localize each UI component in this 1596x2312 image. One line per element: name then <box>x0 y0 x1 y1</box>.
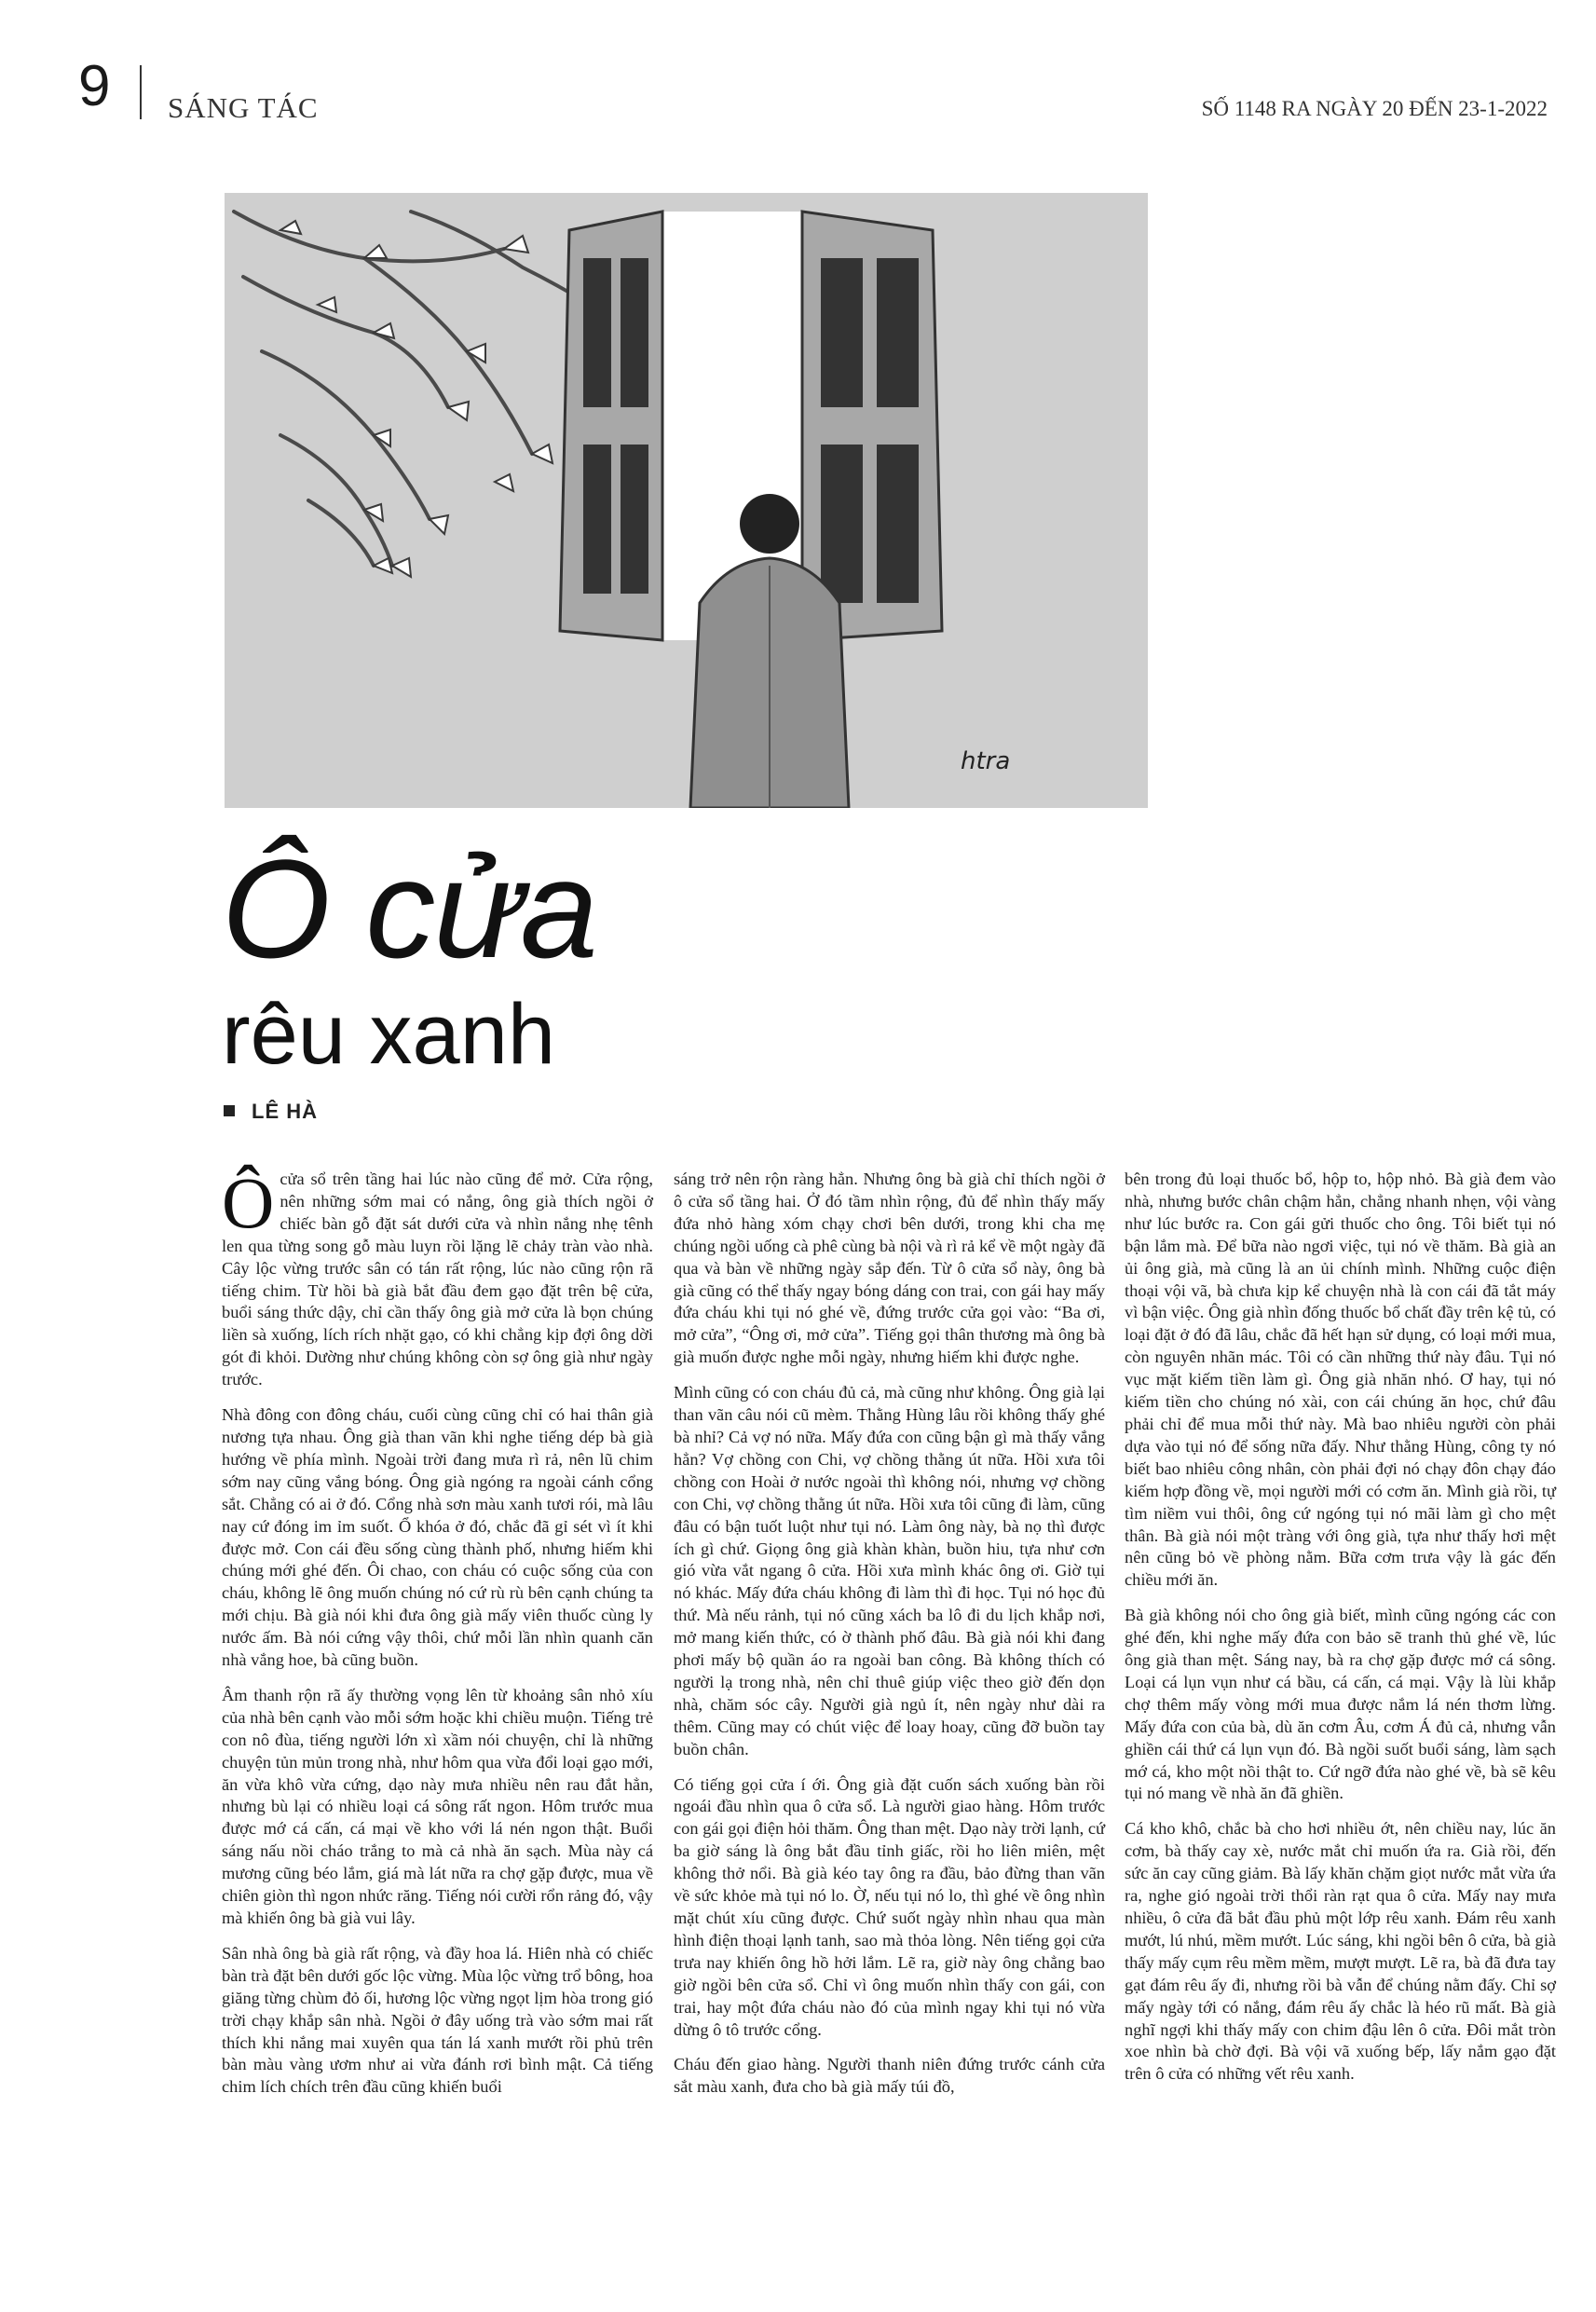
paragraph: Cháu đến giao hàng. Người thanh niên đứng trước cánh cửa sắt màu xanh, đưa cho bà già mấy túi đồ, <box>674 2055 1105 2097</box>
paragraph: Bà già không nói cho ông già biết, mình cũng ngóng các con ghé đến, khi nghe mấy đứa con bảo sẽ tranh thủ ghé về, lúc ông già than mệt. Sáng nay, bà ra chợ gặp được mớ cá sông. Loại cá lụn vụn như cá bầu, cá cấn, cá mại. Vậy là lùi khắp chợ thêm mấy vòng mới mua được nắm lá nén thơm lừng. Mấy đứa con của bà, dù ăn cơm Âu, cơm Á đủ cả, nhưng vẫn ghiền cái thứ cá lụn vụn đó. Bà ngồi suốt buổi sáng, làm sạch mớ cá, kho một nồi thật to. Cứ ngỡ đứa nào ghé về, bà sẽ kêu tụi nó mang về nhà ăn đã ghiền. <box>1125 1606 1556 1803</box>
paragraph: bên trong đủ loại thuốc bổ, hộp to, hộp nhỏ. Bà già đem vào nhà, nhưng bước chân chậm hẳn, chẳng nhanh nhẹn, vội vàng như lúc bước ra. Con gái gửi thuốc cho ông. Tôi biết tụi nó bận lắm mà. Để bữa nào ngơi việc, tụi nó về thăm. Bà già an ủi ông già, mà cũng là an ủi chính mình. Những cuộc điện thoại vội vã, bà chưa kịp kể chuyện nhà là con cái đã tắt máy vì bận việc. Ông già nhìn đống thuốc bổ chất đầy trên kệ tủ, có loại đặt ở đó đã lâu, chắc đã hết hạn sử dụng, có loại mới mua, còn nguyên nhãn mác. Tôi có cần những thứ này đâu. Tụi nó vục mặt kiếm tiền làm gì. Ông già nhăn nhó. Ơ hay, tụi nó kiếm tiền cho chúng nó xài, con cái chúng ăn học, chứ đâu phải chỉ để mua mỗi thứ này. Mà bao nhiêu người còn phải dựa vào tụi nó để sống nữa đấy. Như thằng Hùng, công ty nó biết bao nhiêu công nhân, còn phải đợi nó chạy đôn chạy đáo kiếm hợp đồng về, mọi người mới có cơm ăn. Mình già rồi, tự tìm niềm vui thôi, ông cứ ngóng tụi nó mãi làm gì cho mệt thân. Bà già nói một tràng với ông già, tựa như thấy hơi mệt nên cũng bỏ về phòng nằm. Bữa cơm trưa vậy là gác đến chiều mới ăn. <box>1125 1170 1556 1590</box>
dropcap: Ô <box>222 1162 275 1243</box>
illustration <box>225 193 1148 808</box>
paragraph: Mình cũng có con cháu đủ cả, mà cũng như không. Ông già lại than vãn câu nói cũ mèm. Thằng Hùng lâu rồi không thấy ghé bà nhỉ? Cả vợ nó nữa. Mấy đứa con cũng bận gì mà thấy vắng hẳn? Vợ chồng con Chi, vợ chồng thằng út nữa. Hồi xưa tôi chồng con Hoài ở nước ngoài thì không nói, nhưng vợ chồng con Chi, vợ chồng thằng út nữa. Hồi xưa tôi cũng đi làm, cũng đâu có bận tuốt luột như tụi nó. Làm ông này, bà nọ thì được ích gì chứ. Giọng ông già khàn khàn, buồn hiu, tựa như cơn gió vừa vắt ngang ô cửa. Hồi xưa mình khác ông ơi. Giờ tụi nó khác. Mấy đứa cháu không đi làm thì đi học. Tụi nó học đủ thứ. Mà nếu rảnh, tụi nó cũng xách ba lô đi du lịch khắp nơi, mở mang kiến thức, có ờ thành phố đâu. Bà già nói khi đang phơi mấy bộ quần áo ra ngoài ban công. Bà không thích có người lạ trong nhà, nên chỉ thuê giúp việc theo giờ đến dọn nhà, chăm sóc cây. Người già ngủ ít, nên ngày như dài ra thêm. Cũng may có chút việc để loay hoay, cũng đỡ buồn tay buồn chân. <box>674 1383 1105 1758</box>
paragraph: sáng trở nên rộn ràng hẳn. Nhưng ông bà già chỉ thích ngồi ở ô cửa sổ tầng hai. Ở đó tầm nhìn rộng, đủ để nhìn thấy mấy đứa nhỏ hàng xóm chạy chơi bên dưới, trong khi cha mẹ chúng ngồi uống cà phê cùng bà nội và rì rả kể về một ngày đã qua và bàn về những ngày sắp đến. Từ ô cửa sổ này, ông bà già cũng có thể thấy ngay bóng dáng con trai, con gái hay mấy đứa cháu khi tụi nó ghé về, đứng trước cửa gọi vào: “Ba ơi, mở cửa”, “Ông ơi, mở cửa”. Tiếng gọi thân thương mà ông bà già muốn được nghe mỗi ngày, nhưng hiếm khi được nghe. <box>674 1170 1105 1367</box>
paragraph: Ôcửa sổ trên tầng hai lúc nào cũng để mở. Cửa rộng, nên những sớm mai có nắng, ông già thích ngồi ở chiếc bàn gỗ đặt sát dưới cửa và nhìn nắng nhẹ tênh len qua từng song gỗ màu luyn rồi lặng lẽ chảy tràn vào nhà. Cây lộc vừng trước sân có tán rất rộng, lúc nào cũng rộn rã tiếng chim. Từ hồi bà già bắt đầu đem gạo đặt trên bệ cửa, buổi sáng thức dậy, chỉ cần thấy ông già mở cửa là bọn chúng liền sà xuống, lích rích nhặt gạo, có khi chẳng kịp đợi ông dời gót đi khỏi. Dường như chúng không còn sợ ông già như ngày trước. <box>222 1162 653 1389</box>
article-title-line-2: rêu xanh <box>222 987 556 1082</box>
issue-date: SỐ 1148 RA NGÀY 20 ĐẾN 23-1-2022 <box>1201 97 1548 120</box>
author-name: LÊ HÀ <box>252 1100 318 1123</box>
article-column-1 <box>222 1162 653 2112</box>
illustrator-signature: htra <box>961 747 1011 775</box>
paragraph: Có tiếng gọi cửa í ới. Ông già đặt cuốn sách xuống bàn rồi ngoái đầu nhìn qua ô cửa sổ. Là người giao hàng. Hôm trước con gái gọi điện hỏi thăm. Ông than mệt. Dạo này trời lạnh, cứ ba giờ sáng là ông bắt đầu tỉnh giấc, rồi ho liên miên, mệt không thở nổi. Bà già kéo tay ông ra đầu, bảo đừng than vãn về sức khỏe mà tụi nó lo. Ờ, nếu tụi nó lo, thì ghé về ông nhìn mặt chút xíu cũng được. Chứ suốt ngày nhìn nhau qua màn hình điện thoại lạnh tanh, sao mà thỏa lòng. Nên tiếng gọi cửa trưa nay khiến ông hồ hởi lắm. Lẽ ra, giờ này ông chẳng bao giờ ngồi bên cửa sổ. Chỉ vì ông muốn nhìn thấy con gái, con trai, hay một đứa cháu nào đó của mình ngay khi tụi nó vừa dừng ô tô trước cổng. <box>674 1774 1105 2039</box>
byline <box>224 1100 318 1124</box>
article-title-line-1: Ô cửa <box>222 830 596 987</box>
byline-bullet-icon <box>224 1105 235 1116</box>
paragraph: Sân nhà ông bà già rất rộng, và đầy hoa lá. Hiên nhà có chiếc bàn trà đặt bên dưới gốc lộc vừng. Mùa lộc vừng trổ bông, hoa giăng từng chùm đỏ ối, hương lộc vừng ngọt lịm hòa trong gió trời chạy khắp sân nhà. Ngồi ở đây uống trà vào sớm mai rất thích khi nắng mai xuyên qua tán lá xanh mướt rồi phủ trên bàn màu vàng ươm như ai vừa đánh rơi bình mật. Cả tiếng chim lích chích trên đầu cũng khiến buổi <box>222 1943 653 2097</box>
illustration-drawing <box>225 193 1148 808</box>
page-number: 9 <box>78 54 111 118</box>
section-label: SÁNG TÁC <box>168 91 319 124</box>
header-divider <box>140 65 142 119</box>
article-column-3 <box>1125 1169 1556 2099</box>
paragraph: Nhà đông con đông cháu, cuối cùng cũng chỉ có hai thân già nương tựa nhau. Ông già than vãn khi nghe tiếng dép bà già hướng về phía mình. Ngoài trời đang mưa rì rả, nên lũ chim sớm nay cũng vắng bóng. Ông già ngóng ra ngoài cánh cổng sắt. Chẳng có ai ở đó. Cổng nhà sơn màu xanh tươi rói, mà lâu nay cứ đóng im ỉm suốt. Ổ khóa ở đó, chắc đã gỉ sét vì ít khi được mở. Con cái đều sống cùng thành phố, nhưng hiếm khi chúng mới ghé đến. Ôi chao, con cháu có cuộc sống của con cháu, không lẽ ông muốn chúng nó cứ rù rù bên cạnh chúng ta mới chịu. Bà già nói khi đưa ông già mấy viên thuốc cùng ly nước ấm. Bà nói cứng vậy thôi, chứ mỗi lần nhìn quanh căn nhà vắng hoe, bà cũng buồn. <box>222 1405 653 1670</box>
article-column-2 <box>674 1169 1105 2112</box>
paragraph: Cá kho khô, chắc bà cho hơi nhiều ớt, nên chiều nay, lúc ăn cơm, bà thấy cay xè, nước mắt chỉ muốn ứa ra. Già rồi, đến sức ăn cay cũng giảm. Bà lấy khăn chặm giọt nước mắt vừa ứa ra, nghe gió ngoài trời thổi ràn rạt qua ô cửa. Mấy nay mưa nhiều, ô cửa đã bắt đầu phủ một lớp rêu xanh. Đám rêu xanh mướt, lú nhú, mềm mướt. Lúc sáng, khi ngồi bên ô cửa, bà già thấy mấy cụm rêu mềm mềm, mượt mượt. Lẽ ra, bà đã đưa tay gạt đám rêu ấy đi, nhưng rồi bà vẫn để chúng nằm đấy. Chỉ sợ mấy ngày tới có nắng, đám rêu ấy chắc là héo rũ mất. Bà già nghĩ ngợi khi thấy mấy con chim đậu lên ô cửa. Đôi mắt tròn xoe nhìn bà chờ đợi. Bà vội vã xuống bếp, lấy nắm gạo đặt trên ô cửa có những vết rêu xanh. <box>1125 1819 1556 2084</box>
paragraph: Âm thanh rộn rã ấy thường vọng lên từ khoảng sân nhỏ xíu của nhà bên cạnh vào mỗi sớm hoặc khi chiều muộn. Tiếng trẻ con nô đùa, tiếng người lớn xì xầm nói chuyện, chỉ là những chuyện tủn mủn trong nhà, như hôm qua vừa đổi loại gạo mới, ăn vừa khô vừa cứng, dạo này mưa nhiều nên rau đắt hẳn, nhưng bù lại có nhiều loại cá sông rất ngon. Hôm trước mua được mớ cá cấn, cá mại về kho với lá nén ngon thật. Buổi sáng nấu nồi cháo trắng to mà cả nhà ăn sạch. Mùa này cá mương cũng béo lắm, giá mà lát nữa ra chợ gặp được, mua về chiên giòn thì ngon nhức răng. Tiếng nói cười rổn rảng đó, vậy mà khiến ông bà già vui lây. <box>222 1685 653 1927</box>
